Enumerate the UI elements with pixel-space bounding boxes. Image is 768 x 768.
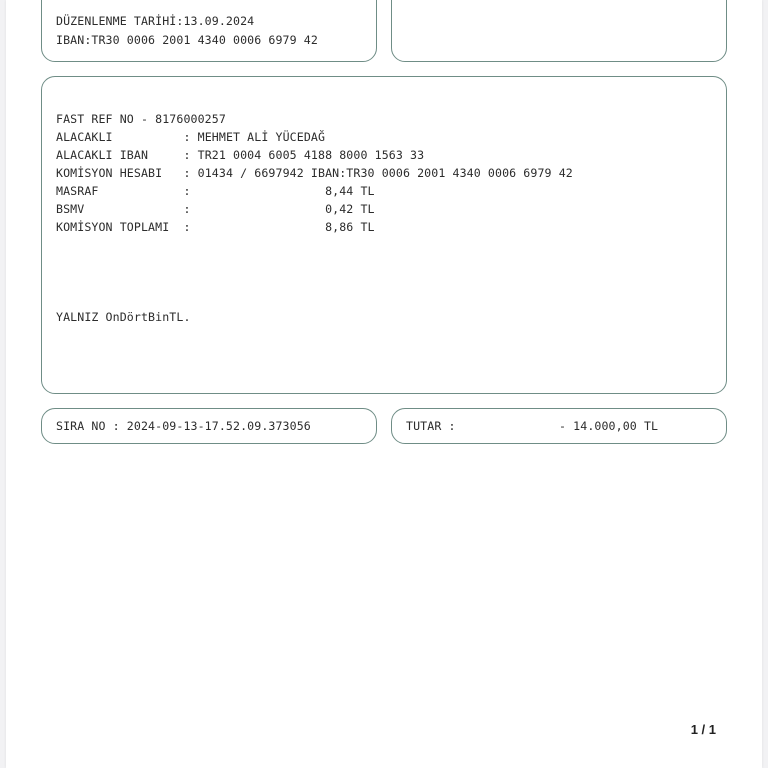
header-info-box bbox=[41, 0, 377, 62]
detail-separator: : bbox=[183, 166, 198, 180]
document-page bbox=[6, 0, 762, 768]
detail-value: 01434 / 6697942 IBAN:TR30 0006 2001 4340 0006 6979 42 bbox=[197, 166, 573, 180]
page-number: 1 / 1 bbox=[690, 722, 716, 737]
detail-label: MASRAF bbox=[56, 184, 184, 198]
detail-row-bsmv bbox=[56, 200, 375, 218]
sender-iban: IBAN:TR30 0006 2001 4340 0006 6979 42 bbox=[56, 33, 318, 47]
detail-label: KOMİSYON TOPLAMI bbox=[56, 220, 184, 234]
tutar-label: TUTAR : bbox=[406, 419, 456, 433]
detail-separator: : bbox=[183, 148, 198, 162]
detail-row-alacakli bbox=[56, 128, 325, 146]
sira-no-box bbox=[41, 408, 377, 444]
detail-separator: : bbox=[183, 202, 198, 216]
detail-separator: : bbox=[183, 184, 198, 198]
sira-number: SIRA NO : 2024-09-13-17.52.09.373056 bbox=[56, 419, 311, 433]
transaction-details-box bbox=[41, 76, 727, 394]
detail-value: TR21 0004 6005 4188 8000 1563 33 bbox=[197, 148, 425, 162]
tutar-box bbox=[391, 408, 727, 444]
detail-separator: : bbox=[183, 130, 198, 144]
detail-row-masraf bbox=[56, 182, 375, 200]
detail-label: KOMİSYON HESABI bbox=[56, 166, 184, 180]
detail-value: 0,42 TL bbox=[197, 202, 375, 216]
amount-in-words: YALNIZ OnDörtBinTL. bbox=[56, 310, 191, 324]
detail-value: 8,44 TL bbox=[197, 184, 375, 198]
detail-value: 8,86 TL bbox=[197, 220, 375, 234]
detail-row-komisyon-hesabi bbox=[56, 164, 573, 182]
header-empty-box bbox=[391, 0, 727, 62]
tutar-value: - 14.000,00 TL bbox=[559, 419, 659, 433]
detail-row-alacakli-iban bbox=[56, 146, 424, 164]
detail-label: ALACAKLI IBAN bbox=[56, 148, 184, 162]
detail-separator: : bbox=[183, 220, 198, 234]
detail-row-komisyon-toplami bbox=[56, 218, 375, 236]
detail-value: MEHMET ALİ YÜCEDAĞ bbox=[197, 130, 326, 144]
fast-ref-number: FAST REF NO - 8176000257 bbox=[56, 112, 226, 126]
detail-label: BSMV bbox=[56, 202, 184, 216]
detail-label: ALACAKLI bbox=[56, 130, 184, 144]
duzenlenme-tarihi: DÜZENLENME TARİHİ:13.09.2024 bbox=[56, 14, 255, 28]
